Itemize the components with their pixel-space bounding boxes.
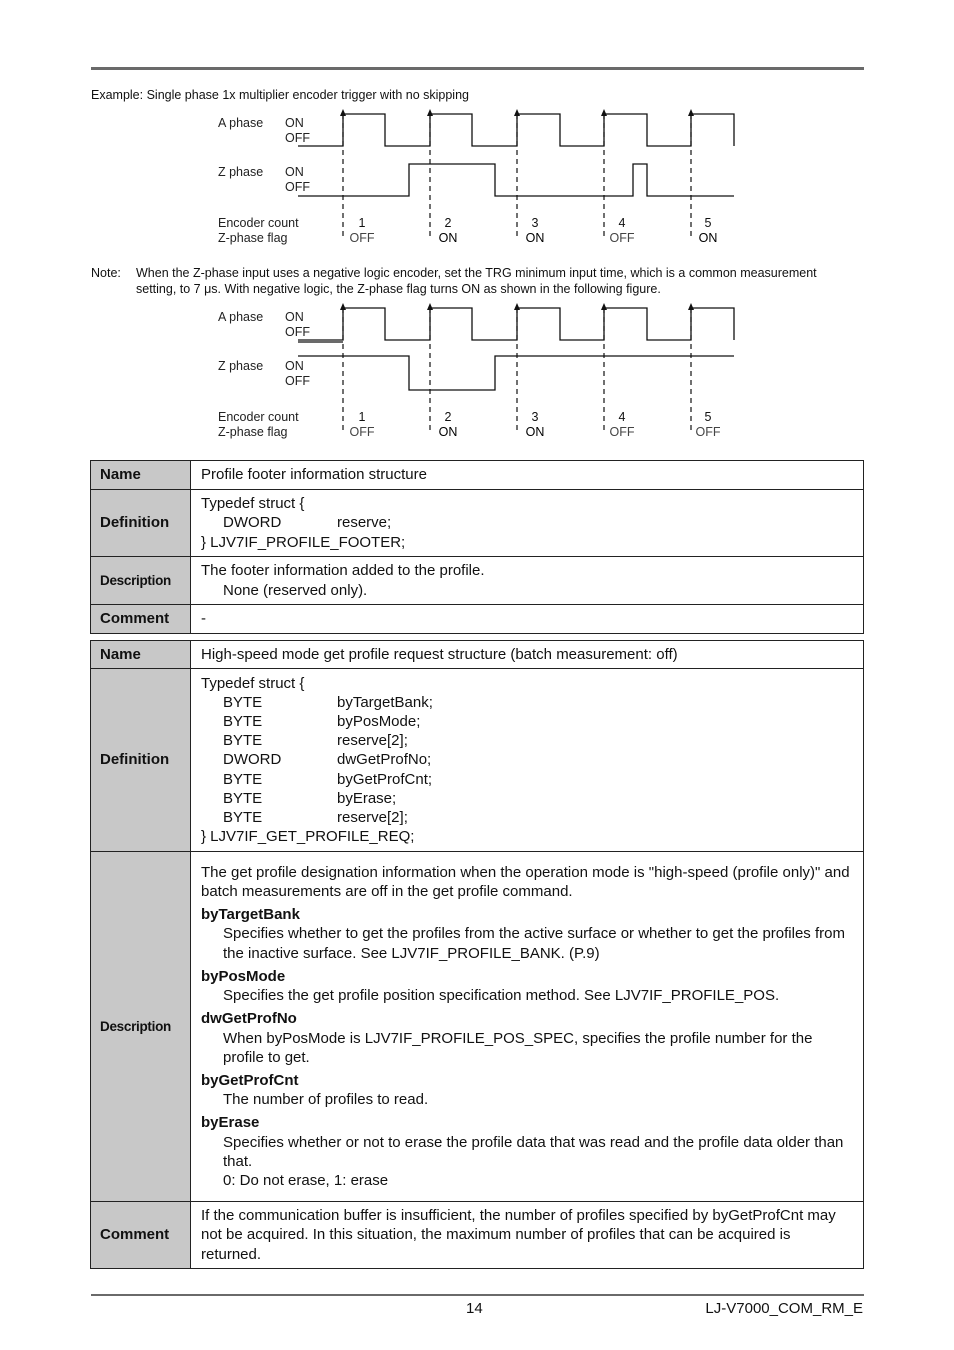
field-member: byErase; — [337, 789, 397, 807]
z-phase-on-label: ON — [285, 359, 304, 373]
a-phase-on-label: ON — [285, 116, 304, 130]
z-phase-waveform — [298, 342, 734, 390]
field-member: byGetProfCnt; — [337, 770, 433, 788]
field-type: BYTE — [223, 809, 263, 826]
encoder-count-value: 4 — [618, 216, 626, 230]
field-member: dwGetProfNo; — [337, 751, 432, 769]
z-phase-off-label: OFF — [285, 374, 310, 388]
comment-header: Comment — [91, 1202, 191, 1269]
description-value — [191, 852, 864, 1202]
column-3 — [515, 410, 555, 440]
a-phase-label: A phase — [218, 310, 264, 324]
column-2 — [428, 410, 468, 440]
z-flag-value: ON — [438, 231, 458, 245]
footer-rule — [91, 1294, 864, 1296]
z-flag-value: OFF — [695, 425, 721, 439]
comment-value: - — [191, 605, 864, 634]
description-row — [91, 852, 864, 1202]
z-phase-label: Z phase — [218, 165, 264, 179]
profile-footer-table — [90, 460, 864, 634]
column-1 — [342, 216, 382, 246]
param-name: dwGetProfNo — [201, 1010, 297, 1028]
struct-field — [201, 513, 854, 532]
struct-field — [201, 770, 854, 789]
z-flag-value: ON — [698, 231, 718, 245]
struct-field — [201, 789, 854, 808]
param-name: byTargetBank — [201, 906, 300, 924]
name-header: Name — [91, 461, 191, 490]
a-phase-waveform — [298, 308, 734, 340]
struct-field — [201, 693, 854, 712]
a-phase-on-label: ON — [285, 310, 304, 324]
field-type: BYTE — [223, 770, 263, 788]
param-name: byGetProfCnt — [201, 1071, 299, 1089]
z-flag-value: ON — [525, 425, 545, 439]
definition-value — [191, 669, 864, 852]
field-type: BYTE — [223, 712, 263, 730]
field-member: reserve[2]; — [337, 732, 408, 750]
z-flag-value: OFF — [609, 425, 635, 439]
definition-header: Definition — [91, 490, 191, 557]
encoder-count-value: 3 — [531, 410, 539, 424]
field-type: DWORD — [223, 751, 282, 769]
timing-diagram-negative — [210, 302, 750, 452]
definition-row — [91, 490, 864, 557]
a-phase-off-label: OFF — [285, 131, 310, 145]
timing-diagram-positive — [210, 108, 750, 258]
comment-header: Comment — [91, 605, 191, 634]
note-text: When the Z-phase input uses a negative logic encoder, set the TRG minimum input time, which is a common measurement setting, to 7 μs. With negative logic, the Z-phase flag turns ON as shown in the following figure. — [136, 266, 817, 296]
z-flag-value: OFF — [349, 425, 375, 439]
a-phase-off-label: OFF — [285, 325, 310, 339]
struct-field — [201, 808, 854, 827]
description-header: Description — [91, 557, 191, 605]
param-text: Specifies the get profile position specification method. See LJV7IF_PROFILE_POS. — [223, 987, 780, 1005]
param-text: Specifies whether to get the profiles from the active surface or whether to get the profiles from the inactive surface. See LJV7IF_PROFILE_BANK. (P.9) — [223, 925, 845, 962]
column-5 — [688, 410, 728, 440]
encoder-count-value: 1 — [358, 216, 366, 230]
comment-value: If the communication buffer is insufficient, the number of profiles specified by byGetProfCnt may not be acquired. In this situation, the maximum number of profiles that can be acquired is returned. — [191, 1202, 864, 1269]
struct-open: Typedef struct { — [201, 495, 305, 513]
struct-close: } LJV7IF_GET_PROFILE_REQ; — [201, 828, 415, 846]
encoder-count-value: 4 — [618, 410, 626, 424]
struct-close: } LJV7IF_PROFILE_FOOTER; — [201, 533, 406, 551]
struct-field — [201, 712, 854, 731]
comment-row — [91, 1202, 864, 1269]
description-subtext: None (reserved only). — [223, 581, 368, 599]
z-phase-label: Z phase — [218, 359, 264, 373]
comment-row — [91, 605, 864, 634]
field-member: reserve[2]; — [337, 809, 408, 826]
a-phase-label: A phase — [218, 116, 264, 130]
encoder-count-label: Encoder count — [218, 410, 299, 424]
param-name: byErase — [201, 1114, 260, 1132]
field-type: BYTE — [223, 789, 263, 807]
example-caption: Example: Single phase 1x multiplier encoder trigger with no skipping — [91, 88, 469, 102]
name-row — [91, 461, 864, 490]
z-phase-off-label: OFF — [285, 180, 310, 194]
a-phase-waveform — [298, 114, 734, 146]
field-member: byPosMode; — [337, 712, 421, 730]
page-number: 14 — [466, 1300, 483, 1317]
name-header: Name — [91, 641, 191, 669]
param-text: 0: Do not erase, 1: erase — [223, 1171, 389, 1189]
note-label: Note: — [91, 266, 121, 280]
field-type: BYTE — [223, 732, 263, 750]
z-phase-on-label: ON — [285, 165, 304, 179]
encoder-count-value: 3 — [531, 216, 539, 230]
struct-field — [201, 731, 854, 750]
param-text: The number of profiles to read. — [223, 1091, 429, 1109]
z-flag-value: OFF — [349, 231, 375, 245]
encoder-count-value: 1 — [358, 410, 366, 424]
encoder-count-label: Encoder count — [218, 216, 299, 230]
name-row — [91, 641, 864, 669]
description-value — [191, 557, 864, 605]
description-intro: The get profile designation information when the operation mode is "high-speed (profile only)" and batch measurements are off in the get profile command. — [201, 863, 850, 901]
z-flag-value: ON — [438, 425, 458, 439]
z-flag-value: ON — [525, 231, 545, 245]
encoder-count-value: 2 — [444, 216, 452, 230]
encoder-count-value: 2 — [444, 410, 452, 424]
param-text: Specifies whether or not to erase the profile data that was read and the profile data older than that. — [223, 1133, 844, 1170]
definition-value — [191, 490, 864, 557]
name-value: Profile footer information structure — [191, 461, 864, 490]
field-member: byTargetBank; — [337, 693, 433, 711]
column-5 — [688, 216, 728, 246]
header-rule — [91, 67, 864, 70]
column-3 — [515, 216, 555, 246]
definition-row — [91, 669, 864, 852]
field-member: reserve; — [337, 514, 392, 532]
field-type: DWORD — [223, 514, 282, 532]
name-value: High-speed mode get profile request structure (batch measurement: off) — [191, 641, 864, 669]
struct-field — [201, 750, 854, 769]
z-flag-value: OFF — [609, 231, 635, 245]
param-text: When byPosMode is LJV7IF_PROFILE_POS_SPEC, specifies the profile number for the profile to get. — [223, 1029, 813, 1066]
z-phase-flag-label: Z-phase flag — [218, 425, 288, 439]
param-name: byPosMode — [201, 967, 286, 985]
field-type: BYTE — [223, 693, 263, 711]
column-1 — [342, 410, 382, 440]
document-id: LJ-V7000_COM_RM_E — [705, 1300, 863, 1317]
edge-arrowheads — [340, 303, 694, 310]
encoder-count-value: 5 — [704, 216, 712, 230]
edge-arrowheads — [340, 109, 694, 116]
get-profile-request-table — [90, 640, 864, 1269]
encoder-count-value: 5 — [704, 410, 712, 424]
description-header: Description — [91, 852, 191, 1202]
description-text: The footer information added to the profile. — [201, 562, 485, 580]
column-4 — [602, 216, 642, 246]
struct-open: Typedef struct { — [201, 674, 305, 692]
z-phase-flag-label: Z-phase flag — [218, 231, 288, 245]
column-4 — [602, 410, 642, 440]
column-2 — [428, 216, 468, 246]
definition-header: Definition — [91, 669, 191, 852]
description-row — [91, 557, 864, 605]
z-phase-waveform — [298, 164, 734, 196]
